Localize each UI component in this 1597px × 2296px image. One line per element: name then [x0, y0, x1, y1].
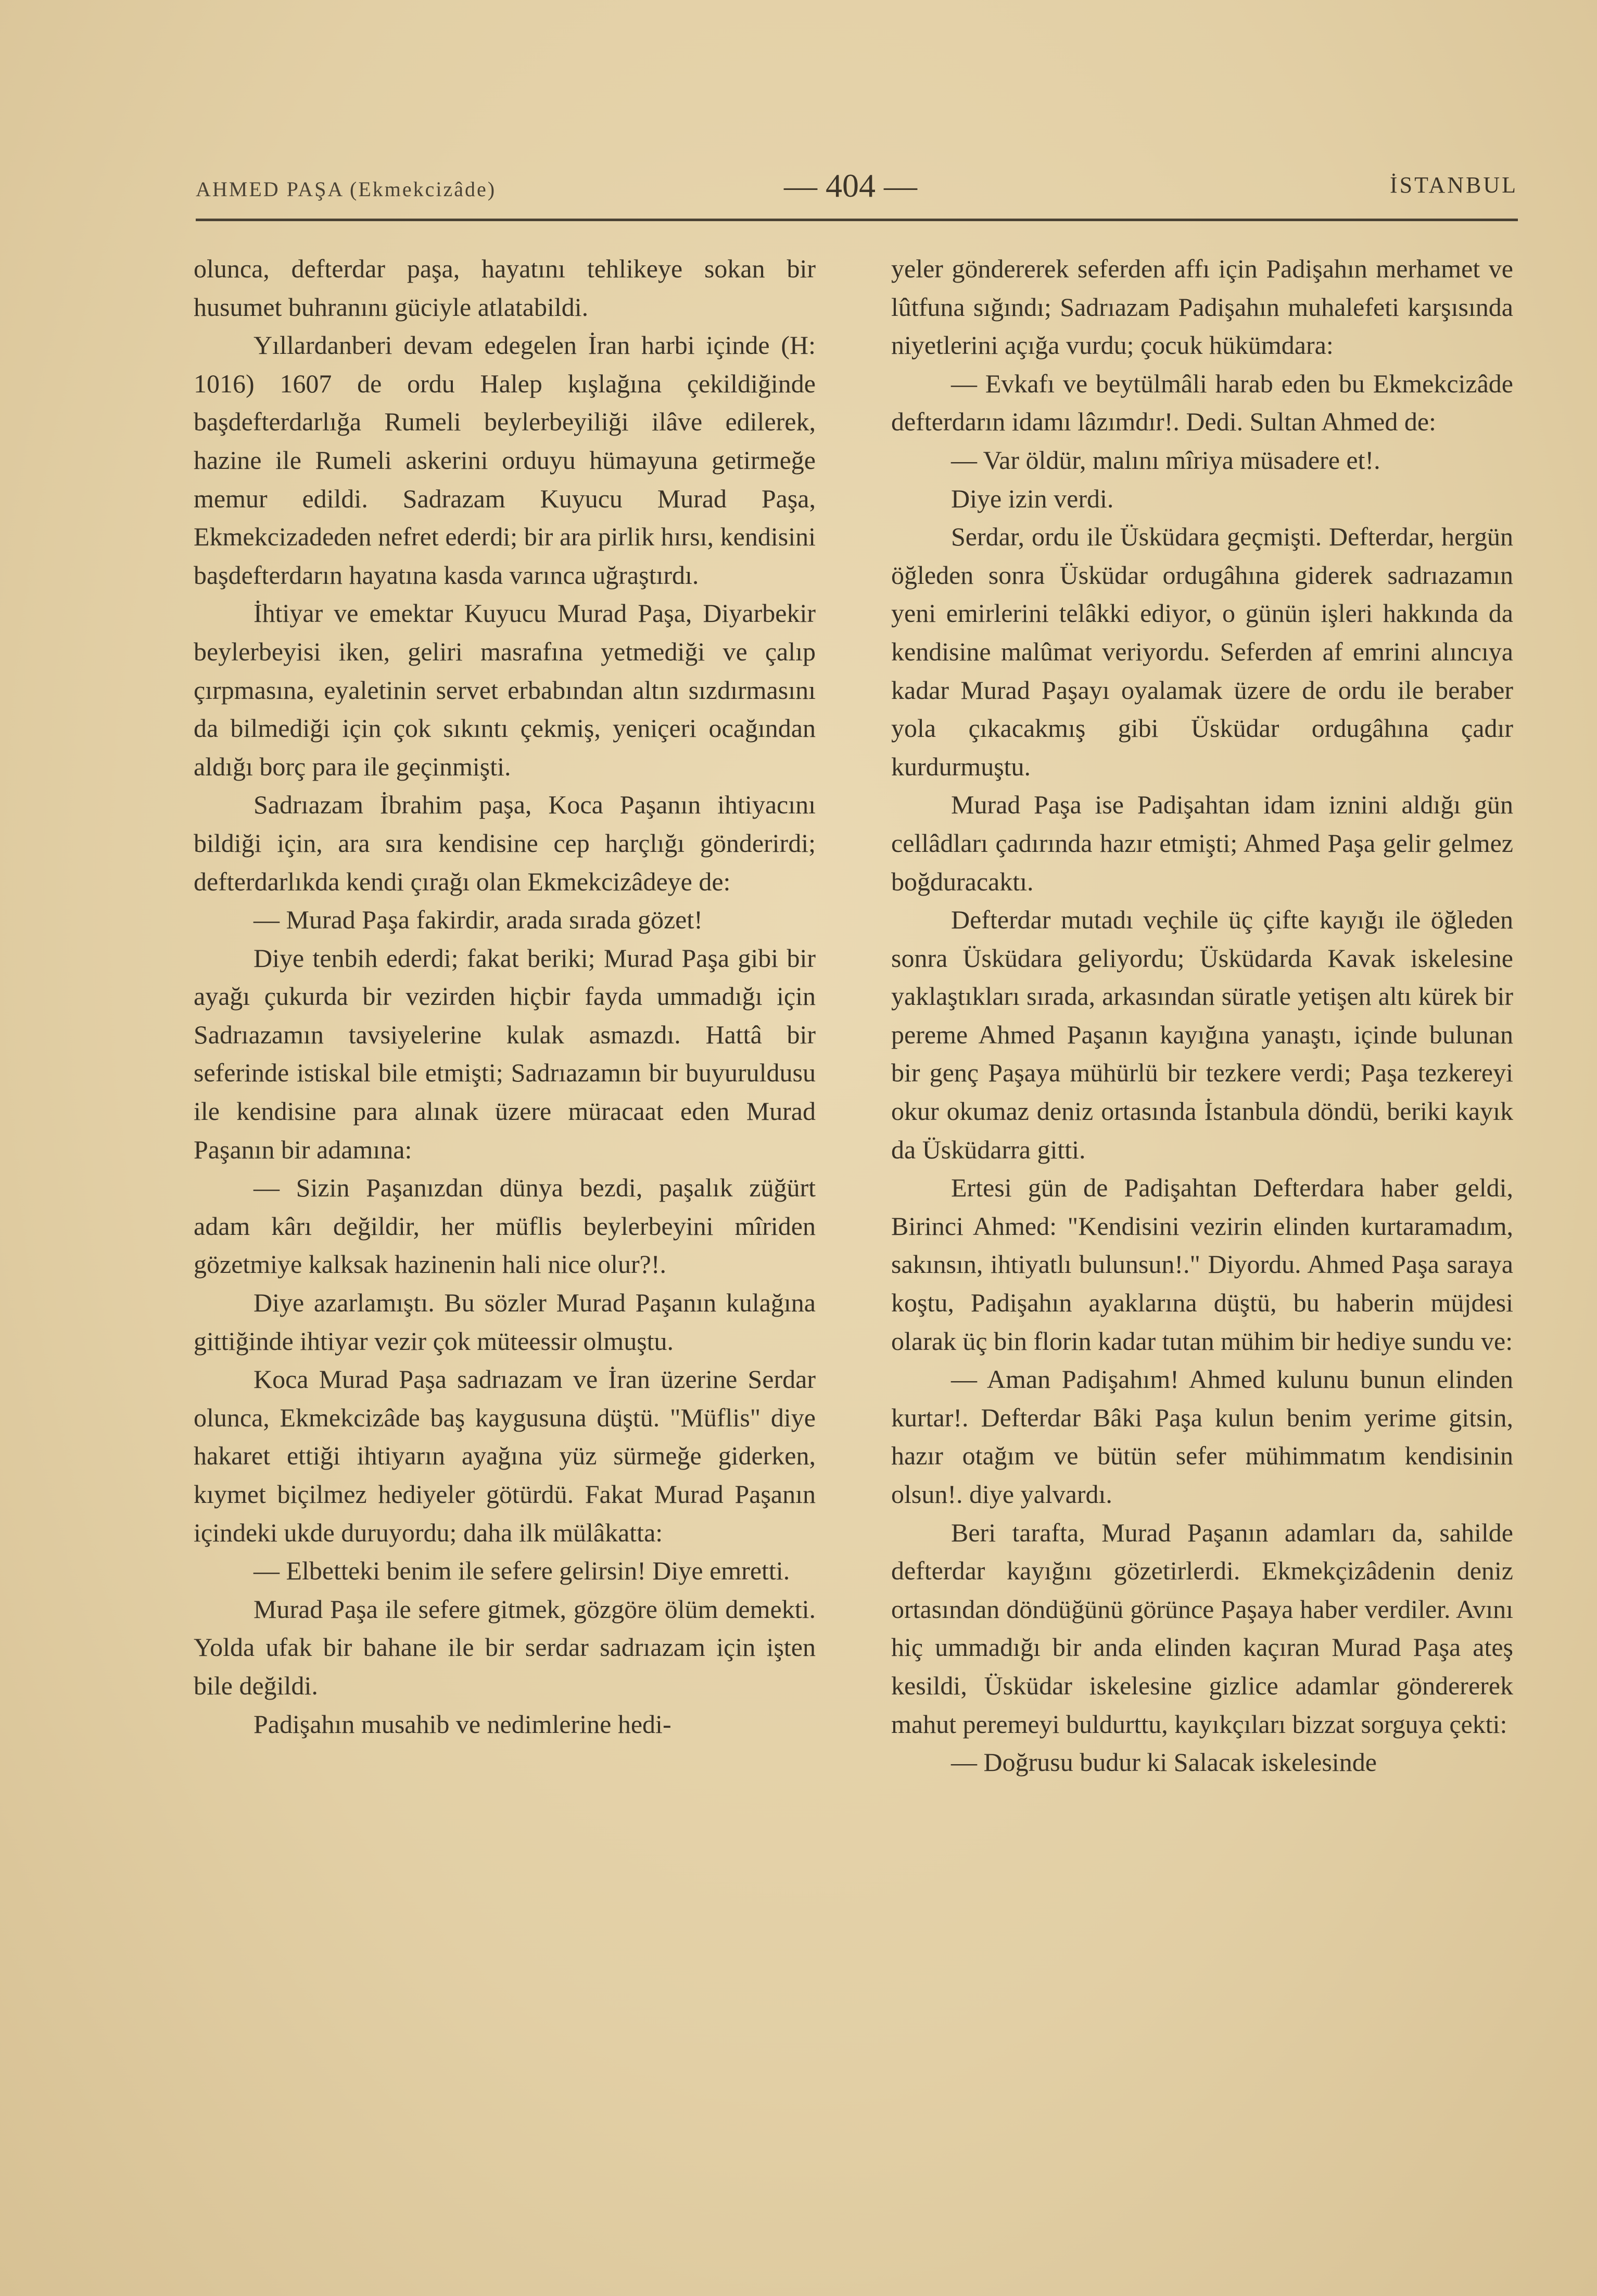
paragraph: — Sizin Paşanızdan dünya bezdi, paşalık züğürt adam kârı değildir, her müflis beylerbeyini mîriden gözetmiye kalksak hazinenin hali nice olur?!.: [194, 1173, 816, 1279]
running-head-section: İSTANBUL: [1389, 172, 1518, 198]
paragraph: — Evkafı ve beytülmâli harab eden bu Ekmekcizâde defterdarın idamı lâzımdır!. Dedi. Sultan Ahmed de:: [891, 368, 1513, 437]
running-head-title: AHMED PAŞA (Ekmekcizâde): [196, 177, 497, 201]
paragraph: Padişahın musahib ve nedimlerine hedi-: [254, 1709, 671, 1739]
paragraph: — Aman Padişahım! Ahmed kulunu bunun elinden kurtar!. Defterdar Bâki Paşa kulun benim yerime gitsin, hazır otağım ve bütün sefer mühimmatım kendisinin olsun!. diye yalvardı.: [891, 1364, 1513, 1509]
paragraph: Diye azarlamıştı. Bu sözler Murad Paşanın kulağına gittiğinde ihtiyar vezir çok müteessir olmuştu.: [194, 1288, 816, 1356]
left-column: [194, 250, 816, 1743]
paragraph: — Var öldür, malını mîriya müsadere et!.: [951, 445, 1380, 475]
paragraph: Beri tarafta, Murad Paşanın adamları da, sahilde defterdar kayığını gözetirlerdi. Ekmekçizâdenin deniz ortasından döndüğünü görünce Paşaya haber verdiler. Avını hiç ummadığı bir anda elinden kaçıran Murad Paşa ateş kesildi, Üsküdar iskelesine gizlice adamlar göndererek mahut peremeyi buldurttu, kayıkçıları bizzat sorguya çekti:: [891, 1517, 1513, 1739]
paragraph: Sadrıazam İbrahim paşa, Koca Paşanın ihtiyacını bildiği için, ara sıra kendisine cep harçlığı gönderirdi; defterdarlıkda kendi çırağı olan Ekmekcizâdeye de:: [194, 790, 816, 896]
paragraph: Koca Murad Paşa sadrıazam ve İran üzerine Serdar olunca, Ekmekcizâde baş kaygusuna düştü. "Müflis" diye hakaret ettiği ihtiyarın ayağına yüz sürmeğe giderken, kıymet biçilmez hediyeler götürdü. Fakat Murad Paşanın içindeki ukde duruyordu; daha ilk mülâkatta:: [194, 1364, 816, 1547]
paragraph: — Elbetteki benim ile sefere gelirsin! Diye emretti.: [254, 1556, 790, 1586]
paragraph: yeler göndererek seferden affı için Padişahın merhamet ve lûtfuna sığındı; Sadrıazam Padişahın muhalefeti karşısında niyetlerini açığa vurdu; çocuk hükümdara:: [891, 254, 1513, 360]
paragraph: Defterdar mutadı veçhile üç çifte kayığı ile öğleden sonra Üsküdara geliyordu; Üsküdarda Kavak iskelesine yaklaştıkları sırada, arkasından süratle yetişen altı kürek bir pereme Ahmed Paşanın kayığına yanaştı, içinde bulunan bir genç Paşaya mühürlü bir tezkere verdi; Paşa tezkereyi okur okumaz deniz ortasında İstanbula döndü, beriki kayık da Üsküdarra gitti.: [891, 905, 1513, 1164]
paragraph: — Doğrusu budur ki Salacak iskelesinde: [951, 1747, 1377, 1777]
header-rule: [196, 219, 1518, 221]
paragraph: olunca, defterdar paşa, hayatını tehlikeye sokan bir husumet buhranını güciyle atlatabildi.: [194, 254, 816, 322]
page-number: — 404 —: [784, 167, 917, 204]
paragraph: — Murad Paşa fakirdir, arada sırada gözet!: [254, 905, 703, 935]
paragraph: İhtiyar ve emektar Kuyucu Murad Paşa, Diyarbekir beylerbeyisi iken, geliri masrafına yetmediği ve çalıp çırpmasına, eyaletinin servet erbabından altın sızdırmasını da bilmediği için çok sıkıntı çekmiş, yeniçeri ocağından aldığı borç para ile geçinmişti.: [194, 598, 816, 781]
paragraph: Murad Paşa ise Padişahtan idam iznini aldığı gün cellâdları çadırında hazır etmişti; Ahmed Paşa gelir gelmez boğduracaktı.: [891, 790, 1513, 896]
right-column: [891, 250, 1513, 1782]
paragraph: Serdar, ordu ile Üsküdara geçmişti. Defterdar, hergün öğleden sonra Üsküdar ordugâhına giderek sadrıazamın yeni emirlerini telâkki ediyor, o günün işleri hakkında da kendisine malûmat veriyordu. Seferden af emrini alıncıya kadar Murad Paşayı oyalamak üzere de ordu ile beraber yola çıkacakmış gibi Üsküdar ordugâhına çadır kurdurmuştu.: [891, 522, 1513, 781]
paragraph: Diye izin verdi.: [951, 483, 1114, 513]
page-header: [196, 167, 1518, 224]
paragraph: Diye tenbih ederdi; fakat beriki; Murad Paşa gibi bir ayağı çukurda bir vezirden hiçbir fayda ummadığı için Sadrıazamın tavsiyelerine kulak asmazdı. Hattâ bir seferinde istiskal bile etmişti; Sadrıazamın bir buyuruldusu ile kendisine para alınak üzere müracaat eden Murad Paşanın bir adamına:: [194, 943, 816, 1164]
paragraph: Yıllardanberi devam edegelen İran harbi içinde (H: 1016) 1607 de ordu Halep kışlağına çekildiğinde başdefterdarlığa Rumeli beylerbeyiliği ilâve edilerek, hazine ile Rumeli askerini orduyu hümayuna getirmeğe memur edildi. Sadrazam Kuyucu Murad Paşa, Ekmekcizadeden nefret ederdi; bir ara pirlik hırsı, kendisini başdefterdarın hayatına kasda varınca uğraştırdı.: [194, 330, 816, 590]
paragraph: Ertesi gün de Padişahtan Defterdara haber geldi, Birinci Ahmed: "Kendisini vezirin elinden kurtaramadım, sakınsın, ihtiyatlı bulunsun!." Diyordu. Ahmed Paşa saraya koştu, Padişahın ayaklarına düştü, bu haberin müjdesi olarak üç bin florin kadar tutan mühim bir hediye sundu ve:: [891, 1173, 1513, 1356]
paragraph: Murad Paşa ile sefere gitmek, gözgöre ölüm demekti. Yolda ufak bir bahane ile bir serdar sadrıazam için işten bile değildi.: [194, 1594, 816, 1700]
